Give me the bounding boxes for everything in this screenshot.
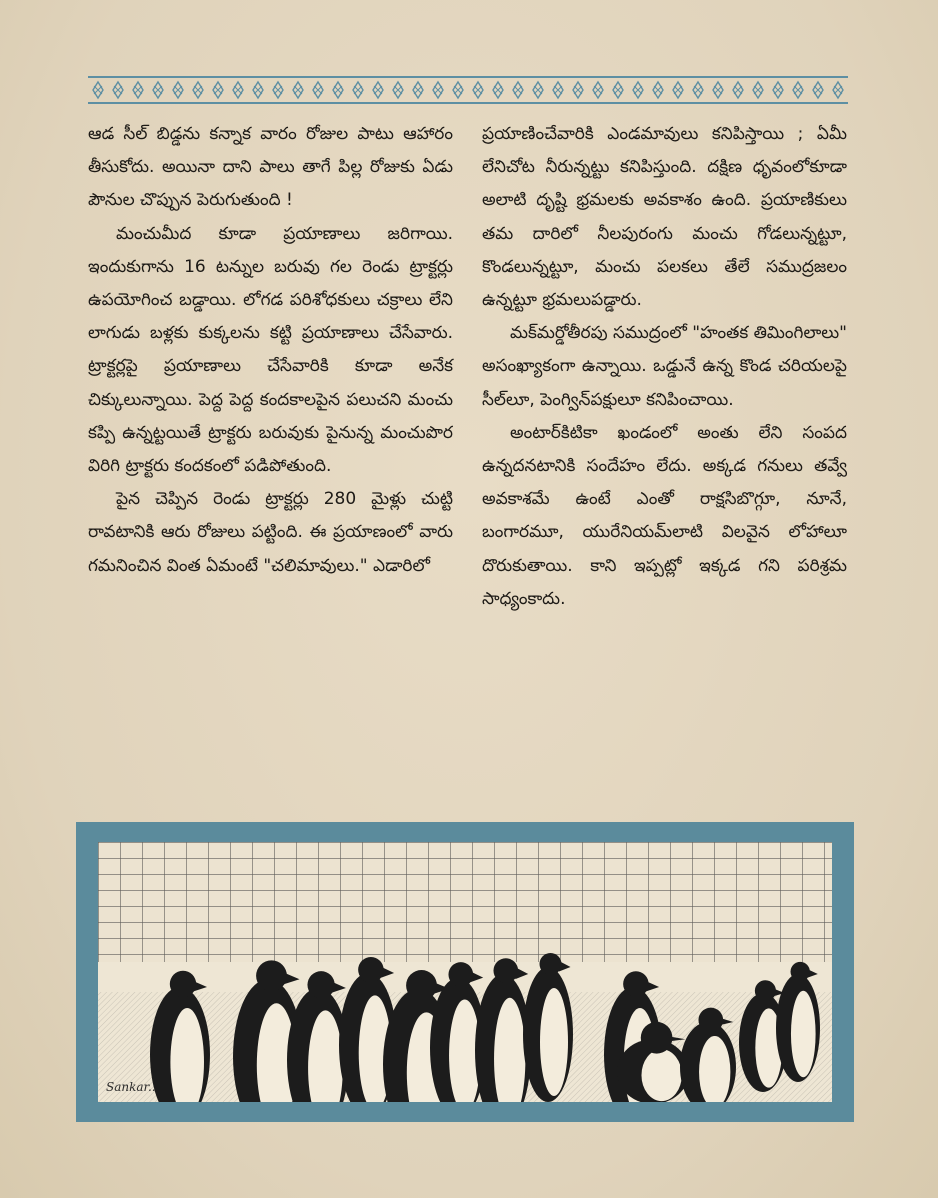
border-motif bbox=[753, 82, 763, 98]
border-motif bbox=[533, 82, 543, 98]
border-motif bbox=[193, 82, 203, 98]
paragraph: ఆడ సీల్ బిడ్డను కన్నాక వారం రోజుల పాటు ఆహారం తీసుకోదు. అయినా దాని పాలు తాగే పిల్ల రోజుకు ఏడు పౌనుల చొప్పున పెరుగుతుంది ! bbox=[88, 124, 453, 211]
border-motif bbox=[773, 82, 783, 98]
border-motif bbox=[673, 82, 683, 98]
border-motif bbox=[493, 82, 503, 98]
border-motif bbox=[613, 82, 623, 98]
border-motif bbox=[353, 82, 363, 98]
border-motif bbox=[453, 82, 463, 98]
paragraph: ప్రయాణించేవారికి ఎండమావులు కనిపిస్తాయి ; ఏమీ లేనిచోట నీరున్నట్టు కనిపిస్తుంది. దక్షిణ ధృవంలోకూడా అలాటి దృష్టి భ్రమలకు అవకాశం ఉంది. ప్రయాణికులు తమ దారిలో నీలపురంగు మంచు గోడలున్నట్టూ, కొండలున్నట్టూ, మంచు పలకలు తేలే సముద్రజలం ఉన్నట్టూ భ్రమలుపడ్డారు. bbox=[482, 124, 847, 311]
paragraph: మక్‌మర్డోతీరపు సముద్రంలో "హంతక తిమింగిలాలు" అసంఖ్యాకంగా ఉన్నాయి. ఒడ్డునే ఉన్న కొండ చరియలపై సీల్‌లూ, పెంగ్విన్‌పక్షులూ కనిపించాయి. bbox=[482, 323, 847, 410]
border-motif bbox=[693, 82, 703, 98]
border-motif bbox=[633, 82, 643, 98]
border-motif bbox=[313, 82, 323, 98]
right-text-column bbox=[482, 118, 847, 616]
border-motif bbox=[173, 82, 183, 98]
border-motif bbox=[113, 82, 123, 98]
border-motif bbox=[333, 82, 343, 98]
border-motif bbox=[513, 82, 523, 98]
left-text-column bbox=[88, 118, 453, 583]
border-motif bbox=[133, 82, 143, 98]
border-motif bbox=[793, 82, 803, 98]
border-motif bbox=[433, 82, 443, 98]
border-motif bbox=[813, 82, 823, 98]
artist-signature: Sankar.. bbox=[106, 1080, 156, 1094]
border-motif bbox=[153, 82, 163, 98]
border-motif bbox=[253, 82, 263, 98]
border-motif bbox=[833, 82, 843, 98]
border-motif bbox=[573, 82, 583, 98]
penguin-illustration bbox=[76, 822, 854, 1122]
paragraph: పైన చెప్పిన రెండు ట్రాక్టర్లు 280 మైళ్లు చుట్టి రావటానికి ఆరు రోజులు పట్టింది. ఈ ప్రయాణంలో వారు గమనించిన వింత ఏమంటే "చలిమావులు." ఎడారిలో bbox=[88, 489, 453, 576]
border-motif bbox=[213, 82, 223, 98]
border-motif bbox=[473, 82, 483, 98]
border-motif bbox=[273, 82, 283, 98]
border-motif bbox=[293, 82, 303, 98]
border-motif bbox=[413, 82, 423, 98]
border-motif bbox=[553, 82, 563, 98]
border-motif bbox=[733, 82, 743, 98]
border-motif bbox=[93, 82, 103, 98]
decorative-border bbox=[88, 76, 848, 104]
border-motif bbox=[373, 82, 383, 98]
border-motif bbox=[593, 82, 603, 98]
penguin-drawing bbox=[98, 842, 832, 1102]
border-motif bbox=[393, 82, 403, 98]
border-motif bbox=[653, 82, 663, 98]
border-motif bbox=[233, 82, 243, 98]
border-motif bbox=[713, 82, 723, 98]
illustration-scene bbox=[98, 842, 832, 1102]
paragraph: మంచుమీద కూడా ప్రయాణాలు జరిగాయి. ఇందుకుగాను 16 టన్నుల బరువు గల రెండు ట్రాక్టర్లు ఉపయోగించ బడ్డాయి. లోగడ పరిశోధకులు చక్రాలు లేని లాగుడు బళ్లకు కుక్కలను కట్టి ప్రయాణాలు చేసేవారు. ట్రాక్టర్లపై ప్రయాణాలు చేసేవారికి కూడా అనేక చిక్కులున్నాయి. పెద్ద పెద్ద కందకాలపైన పలుచని మంచు కప్పి ఉన్నట్టయితే ట్రాక్టరు బరువుకు పైనున్న మంచుపొర విరిగి ట్రాక్టరు కందకంలో పడిపోతుంది. bbox=[88, 223, 453, 477]
paragraph: అంటార్‌కిటికా ఖండంలో అంతు లేని సంపద ఉన్నదనటానికి సందేహం లేదు. అక్కడ గనులు తవ్వే అవకాశమే ఉంటే ఎంతో రాక్షసిబొగ్గూ, నూనే, బంగారమూ, యురేనియమ్‌లాటి విలవైన లోహాలూ దొరుకుతాయి. కాని ఇప్పట్లో ఇక్కడ గని పరిశ్రమ సాధ్యంకాదు. bbox=[482, 422, 847, 609]
